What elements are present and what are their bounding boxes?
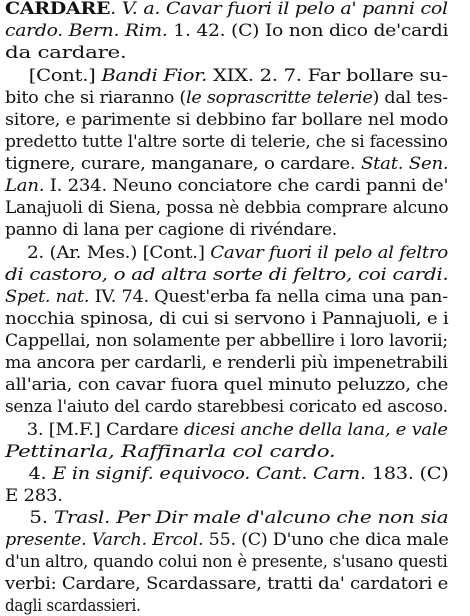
roman-text: E 283. [5,486,63,506]
roman-text: . [110,0,122,19]
roman-text: verbi: Cardare, Scardassare, tratti da' cardatori e [5,574,449,594]
entry-line [5,43,126,63]
italic-text: Stat. Sen. [360,154,449,174]
italic-text: Trasl. Per Dir male d'alcuno che non sia [53,508,449,528]
entry-line [5,110,448,130]
entry-line [5,486,63,506]
entry-line [5,331,448,351]
entry-line [5,552,448,572]
dictionary-entry [5,0,465,616]
roman-text: dagli scardassieri. [5,596,141,616]
roman-text: 55. (C) D'uno che dica male [203,530,449,550]
entry-line [5,0,448,19]
italic-text: V. a. Cavar fuori il pelo a' panni col [121,0,448,19]
italic-text: le soprascritte telerie [186,88,373,108]
headword: CARDARE [5,0,111,19]
entry-line [5,132,448,152]
roman-text: IV. 74. Quest'erba fa nella cima una pan- [89,287,448,307]
italic-text: E in signif. equivoco. Cant. Carn. [52,464,366,484]
roman-text: senza l'aiuto del cardo starebbesi coricato ed ascoso. [5,397,448,417]
entry-line [5,176,448,196]
entry-line [5,243,448,263]
roman-text: Lanajuoli di Siena, possa nè debbia comprare alcuno [5,198,449,218]
entry-line [5,353,448,373]
italic-text: dicesi anche della lana, e vale [183,420,448,440]
italic-text: Pettinarla, Raffinarla col cardo. [5,442,336,462]
roman-text: 5. [5,508,54,528]
entry-line [5,21,448,41]
italic-text: cardo. Bern. Rim. [5,21,168,41]
entry-line [5,508,448,528]
entry-line [5,574,448,594]
italic-text: Spet. nat. [5,287,90,307]
italic-text: di castoro, o ad altra sorte di feltro, coi cardi. [5,265,449,285]
entry-line [5,375,448,395]
entry-line [5,530,448,550]
roman-text: da cardare. [5,43,127,63]
roman-text: 2. (Ar. Mes.) [Cont.] [5,243,211,263]
roman-text: Cappellai, non solamente per abbellire i loro lavorii; [5,331,448,351]
roman-text: tignere, curare, manganare, o cardare. [5,154,361,174]
entry-line [5,220,337,240]
roman-text: ) dal tes- [372,88,448,108]
roman-text: d'un altro, quando colui non è presente, s'usano questi [5,552,448,572]
entry-line [5,309,448,329]
entry-line [5,154,448,174]
entry-line [5,420,448,440]
roman-text: panno di lana per cagione di rivéndare. [5,220,337,240]
entry-line [5,198,448,218]
entry-line [5,265,448,285]
entry-line [5,287,448,307]
italic-text: Bandi Fior. [101,66,208,86]
entry-line [5,88,448,108]
roman-text: ma ancora per cardarli, e renderli più impenetrabili [5,353,448,373]
roman-text: 183. (C) [365,464,449,484]
entry-line [5,397,448,417]
roman-text: 3. [M.F.] Cardare [5,420,184,440]
entry-line [5,442,335,462]
entry-line [5,596,141,616]
roman-text: XIX. 2. 7. Far bollare su- [207,66,448,86]
roman-text: nocchia spinosa, di cui si servono i Pannajuoli, e i [5,309,449,329]
entry-line [5,66,448,86]
italic-text: Lan. [5,176,45,196]
roman-text: I. 234. Neuno conciatore che cardi panni de' [44,176,449,196]
roman-text: predetto tutte l'altre sorte di telerie, che si facessino [5,132,448,152]
roman-text: bito che si riaranno ( [5,88,187,108]
roman-text: sitore, e parimente si debbino far bollare nel modo [5,110,449,130]
entry-line [5,464,448,484]
roman-text: [Cont.] [5,66,102,86]
roman-text: all'aria, con cavar fuora quel minuto peluzzo, che [5,375,449,395]
italic-text: presente. Varch. Ercol. [5,530,204,550]
roman-text: 1. 42. (C) Io non dico de'cardi [167,21,449,41]
roman-text: 4. [5,464,53,484]
italic-text: Cavar fuori il pelo al feltro [210,243,449,263]
